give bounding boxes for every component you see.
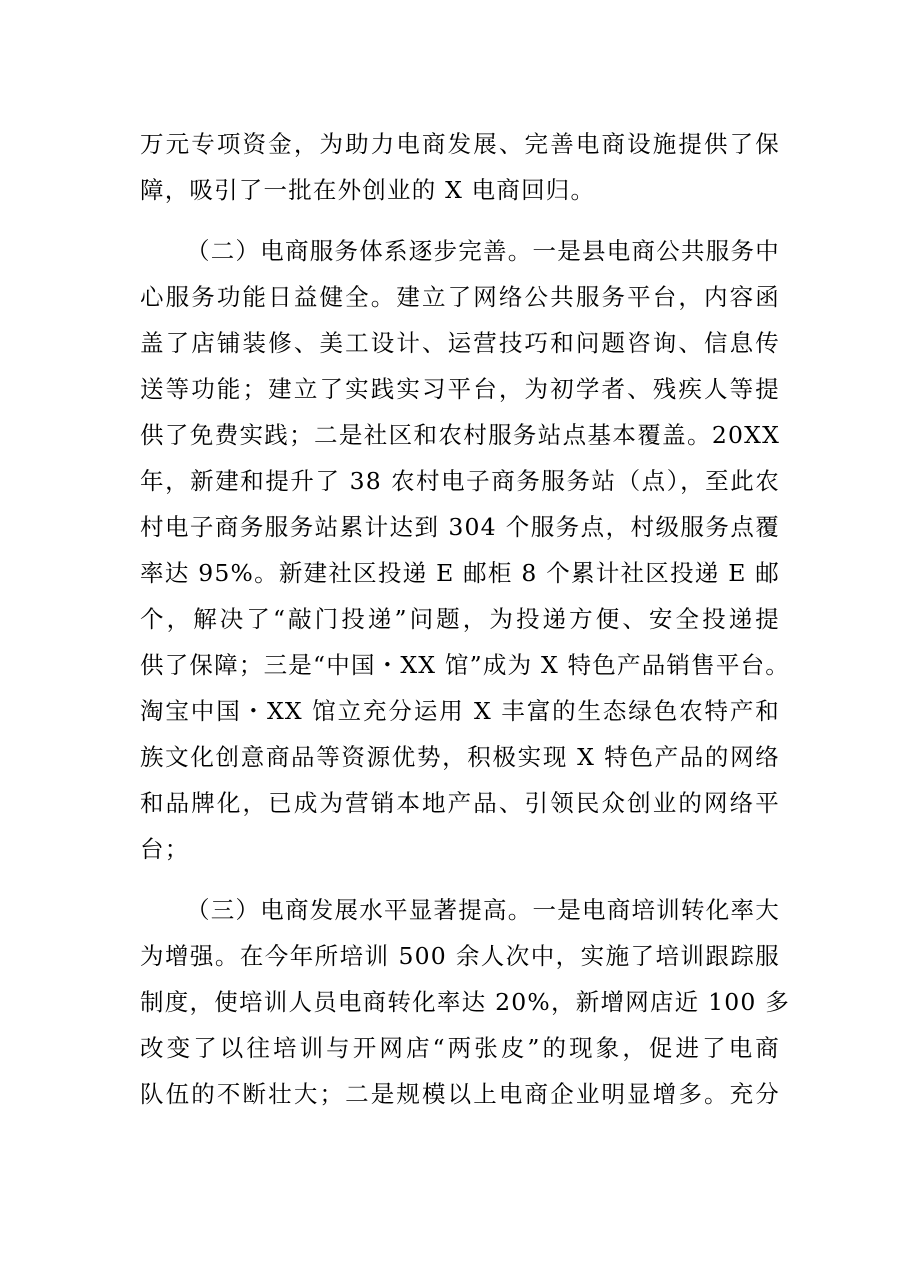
text-line: 村电子商务服务站累计达到 304 个服务点，村级服务点覆 xyxy=(140,513,780,541)
text-line: 送等功能；建立了实践实习平台，为初学者、残疾人等提 xyxy=(140,375,780,403)
text-line: 族文化创意商品等资源优势，积极实现 X 特色产品的网络 xyxy=(140,743,780,771)
text-line: 个，解决了“敲门投递”问题，为投递方便、安全投递提 xyxy=(140,605,780,633)
text-line: 队伍的不断壮大；二是规模以上电商企业明显增多。充分 xyxy=(140,1080,780,1108)
text-line: 改变了以往培训与开网店“两张皮”的现象，促进了电商 xyxy=(140,1034,780,1062)
text-line: 年，新建和提升了 38 农村电子商务服务站（点），至此农 xyxy=(140,467,780,495)
text-line: 心服务功能日益健全。建立了网络公共服务平台，内容函 xyxy=(140,283,780,311)
text-line: 和品牌化，已成为营销本地产品、引领民众创业的网络平 xyxy=(140,789,780,817)
section-heading-line: （三）电商发展水平显著提高。一是电商培训转化率大 xyxy=(186,896,780,924)
text-line: 供了免费实践；二是社区和农村服务站点基本覆盖。20XX xyxy=(140,421,780,449)
text-line: 台； xyxy=(140,835,190,863)
text-line: 为增强。在今年所培训 500 余人次中，实施了培训跟踪服 xyxy=(140,942,780,970)
text-line: 率达 95%。新建社区投递 E 邮柜 8 个累计社区投递 E 邮 xyxy=(140,559,780,587)
text-line: 制度，使培训人员电商转化率达 20%，新增网店近 100 多 xyxy=(140,988,790,1016)
section-heading-line: （二）电商服务体系逐步完善。一是县电商公共服务中 xyxy=(186,237,780,265)
text-line: 障，吸引了一批在外创业的 X 电商回归。 xyxy=(140,176,596,204)
text-line: 淘宝中国・XX 馆立充分运用 X 丰富的生态绿色农特产和 xyxy=(140,697,780,725)
text-line: 万元专项资金，为助力电商发展、完善电商设施提供了保 xyxy=(140,130,780,158)
text-line: 供了保障；三是“中国・XX 馆”成为 X 特色产品销售平台。 xyxy=(140,651,790,679)
text-line: 盖了店铺装修、美工设计、运营技巧和问题咨询、信息传 xyxy=(140,329,780,357)
